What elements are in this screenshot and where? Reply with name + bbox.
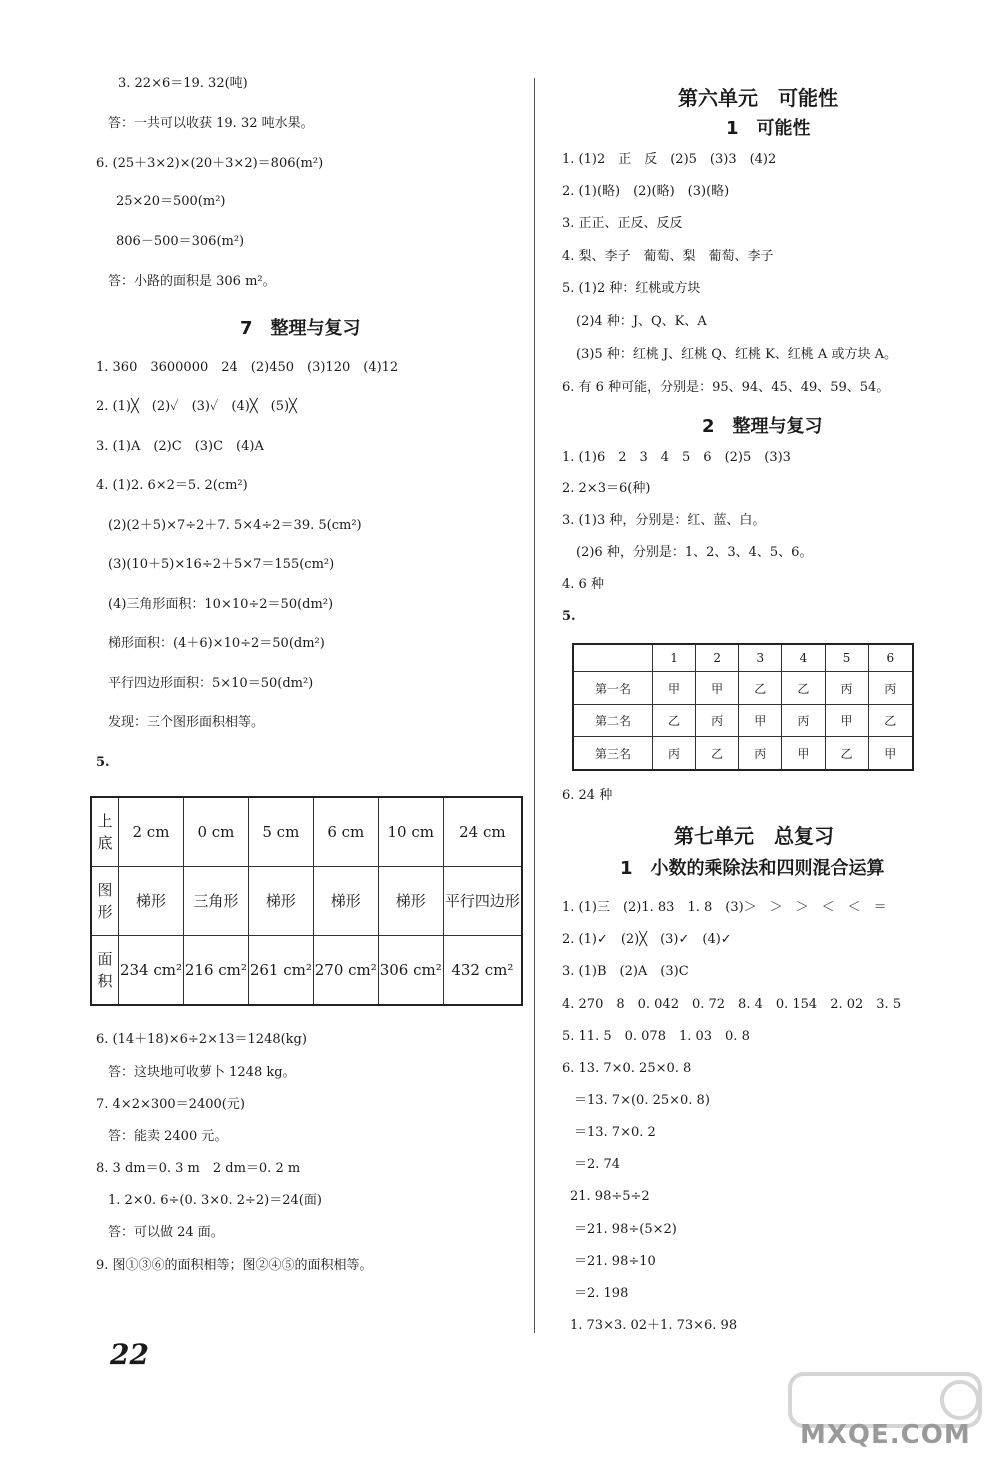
- text-line: 1. (1)三 (2)1. 83 1. 8 (3)＞ ＞ ＞ ＜ ＜ ＝: [562, 900, 887, 915]
- row-head: 图形: [91, 867, 119, 936]
- table-col-head: 5: [825, 644, 868, 672]
- table-cell: 平行四边形: [443, 867, 522, 936]
- text-line: (3)5 种：红桃 J、红桃 Q、红桃 K、红桃 A 或方块 A。: [576, 347, 897, 362]
- text-line: 答：这块地可收萝卜 1248 kg。: [108, 1065, 296, 1080]
- text-line: 4. (1)2. 6×2＝5. 2(cm²): [96, 478, 248, 493]
- table-row: [573, 704, 913, 736]
- text-line: 答：小路的面积是 306 m²。: [108, 274, 276, 289]
- text-line: 806－500＝306(m²): [116, 234, 245, 249]
- text-line: 6. 有 6 种可能，分别是：95、94、45、49、59、54。: [562, 380, 890, 395]
- table-cell: 乙: [868, 704, 913, 736]
- table-cell: 216 cm²: [183, 935, 248, 1005]
- section-title: 1 可能性: [726, 118, 811, 139]
- text-line: 3. (1)3 种，分别是：红、蓝、白。: [562, 513, 766, 528]
- text-line: 3. 正正、正反、反反: [562, 216, 683, 231]
- table-col-head: 3: [739, 644, 782, 672]
- table-cell: 0 cm: [183, 797, 248, 867]
- text-line: 6. (25＋3×2)×(20＋3×2)＝806(m²): [96, 156, 324, 171]
- table-cell: 甲: [868, 737, 913, 770]
- table-cell: 梯形: [119, 867, 184, 936]
- text-line: 3. (1)B (2)A (3)C: [562, 964, 689, 979]
- text-line: 8. 3 dm＝0. 3 m 2 dm＝0. 2 m: [96, 1161, 301, 1176]
- table-cell: 270 cm²: [313, 935, 378, 1005]
- section-title: 2 整理与复习: [702, 416, 823, 437]
- table-cell: 丙: [825, 672, 868, 704]
- row-head: 第三名: [573, 737, 653, 770]
- text-line: 3. (1)A (2)C (3)C (4)A: [96, 439, 264, 454]
- text-line: (3)(10＋5)×16÷2＋5×7＝155(cm²): [108, 557, 335, 572]
- text-line: 5.: [96, 755, 110, 770]
- text-line: 4. 6 种: [562, 577, 604, 592]
- text-line: 4. 270 8 0. 042 0. 72 8. 4 0. 154 2. 02 3. 5: [562, 997, 902, 1012]
- text-line: 1. 360 3600000 24 (2)450 (3)120 (4)12: [96, 360, 399, 375]
- text-line: ＝21. 98÷(5×2): [574, 1222, 677, 1237]
- text-line: (2)(2＋5)×7÷2＋7. 5×4÷2＝39. 5(cm²): [108, 518, 362, 533]
- table-cell: 丙: [868, 672, 913, 704]
- row-head: 第二名: [573, 704, 653, 736]
- table-cell: 432 cm²: [443, 935, 522, 1005]
- table-row: [91, 935, 522, 1005]
- text-line: 梯形面积：(4＋6)×10÷2＝50(dm²): [108, 636, 325, 651]
- table-cell: 2 cm: [119, 797, 184, 867]
- table-row: [573, 644, 913, 672]
- table-cell: 5 cm: [248, 797, 313, 867]
- table-cell: 甲: [825, 704, 868, 736]
- text-line: 1. (1)2 正 反 (2)5 (3)3 (4)2: [562, 152, 777, 167]
- text-line: 1. 2×0. 6÷(0. 3×0. 2÷2)＝24(面): [108, 1193, 322, 1208]
- table-col-head: 1: [653, 644, 696, 672]
- text-line: (4)三角形面积：10×10÷2＝50(dm²): [108, 597, 334, 612]
- trapezoid-table: [90, 796, 523, 1006]
- text-line: 9. 图①③⑥的面积相等；图②④⑤的面积相等。: [96, 1258, 373, 1273]
- column-divider: [534, 78, 535, 1333]
- text-line: (2)4 种：J、Q、K、A: [576, 314, 707, 329]
- text-line: ＝21. 98÷10: [574, 1254, 656, 1269]
- ranking-table: [572, 643, 914, 771]
- table-col-head: 6: [868, 644, 913, 672]
- table-cell: 6 cm: [313, 797, 378, 867]
- text-line: (2)6 种，分别是：1、2、3、4、5、6。: [576, 545, 813, 560]
- table-cell: 234 cm²: [119, 935, 184, 1005]
- text-line: 发现：三个图形面积相等。: [108, 715, 265, 730]
- unit-title: 第六单元 可能性: [678, 86, 838, 110]
- table-cell: 丙: [782, 704, 825, 736]
- table-cell: 丙: [739, 737, 782, 770]
- table-col-head: 4: [782, 644, 825, 672]
- text-line: 答：可以做 24 面。: [108, 1225, 224, 1240]
- text-line: 1. 73×3. 02＋1. 73×6. 98: [570, 1318, 738, 1333]
- text-line: 2. (1)╳ (2)✓ (3)✓ (4)╳ (5)╳: [96, 399, 297, 414]
- table-cell: 24 cm: [443, 797, 522, 867]
- text-line: 3. 22×6＝19. 32(吨): [118, 76, 248, 91]
- table-cell: 乙: [739, 672, 782, 704]
- text-line: 平行四边形面积：5×10＝50(dm²): [108, 676, 314, 691]
- watermark-text: MXQE.COM: [800, 1420, 971, 1450]
- text-line: ＝13. 7×0. 2: [574, 1125, 656, 1140]
- table-cell: 丙: [696, 704, 739, 736]
- text-line: 6. 13. 7×0. 25×0. 8: [562, 1061, 692, 1076]
- text-line: 5. 11. 5 0. 078 1. 03 0. 8: [562, 1029, 750, 1044]
- table-cell: 乙: [825, 737, 868, 770]
- table-col-head: 2: [696, 644, 739, 672]
- table-cell: 甲: [653, 672, 696, 704]
- table-cell: 梯形: [248, 867, 313, 936]
- table-cell: 261 cm²: [248, 935, 313, 1005]
- text-line: 6. 24 种: [562, 788, 613, 803]
- row-head: 第一名: [573, 672, 653, 704]
- text-line: 1. (1)6 2 3 4 5 6 (2)5 (3)3: [562, 450, 791, 465]
- text-line: ＝13. 7×(0. 25×0. 8): [574, 1093, 710, 1108]
- table-cell: 三角形: [183, 867, 248, 936]
- text-line: 2. (1)(略) (2)(略) (3)(略): [562, 184, 730, 199]
- text-line: 5. (1)2 种：红桃或方块: [562, 281, 701, 296]
- table-cell: 乙: [696, 737, 739, 770]
- text-line: 2. 2×3＝6(种): [562, 481, 651, 496]
- text-line: 答：一共可以收获 19. 32 吨水果。: [108, 116, 314, 131]
- table-row: [573, 672, 913, 704]
- table-cell: 乙: [782, 672, 825, 704]
- table-row: [573, 737, 913, 770]
- table-cell: 乙: [653, 704, 696, 736]
- text-line: 21. 98÷5÷2: [570, 1189, 650, 1204]
- section-title: 7 整理与复习: [240, 318, 361, 339]
- text-line: ＝2. 74: [574, 1157, 621, 1172]
- text-line: 25×20＝500(m²): [116, 194, 226, 209]
- section-title: 1 小数的乘除法和四则混合运算: [620, 858, 885, 879]
- table-cell: 丙: [653, 737, 696, 770]
- table-cell: 10 cm: [378, 797, 443, 867]
- unit-title: 第七单元 总复习: [674, 824, 834, 848]
- table-cell: 梯形: [378, 867, 443, 936]
- text-line: 6. (14＋18)×6÷2×13＝1248(kg): [96, 1032, 307, 1047]
- text-line: 4. 梨、李子 葡萄、梨 葡萄、李子: [562, 249, 774, 264]
- table-cell: 306 cm²: [378, 935, 443, 1005]
- text-line: 答：能卖 2400 元。: [108, 1129, 228, 1144]
- table-row: [91, 797, 522, 867]
- row-head: 上底: [91, 797, 119, 867]
- table-cell: 甲: [782, 737, 825, 770]
- table-corner: [573, 644, 653, 672]
- text-line: 5.: [562, 609, 576, 624]
- text-line: ＝2. 198: [574, 1286, 629, 1301]
- table-cell: 甲: [696, 672, 739, 704]
- text-line: 7. 4×2×300＝2400(元): [96, 1097, 245, 1112]
- page-number: 22: [110, 1338, 149, 1371]
- text-line: 2. (1)✓ (2)╳ (3)✓ (4)✓: [562, 932, 732, 947]
- table-row: [91, 867, 522, 936]
- row-head: 面积: [91, 935, 119, 1005]
- table-cell: 甲: [739, 704, 782, 736]
- table-cell: 梯形: [313, 867, 378, 936]
